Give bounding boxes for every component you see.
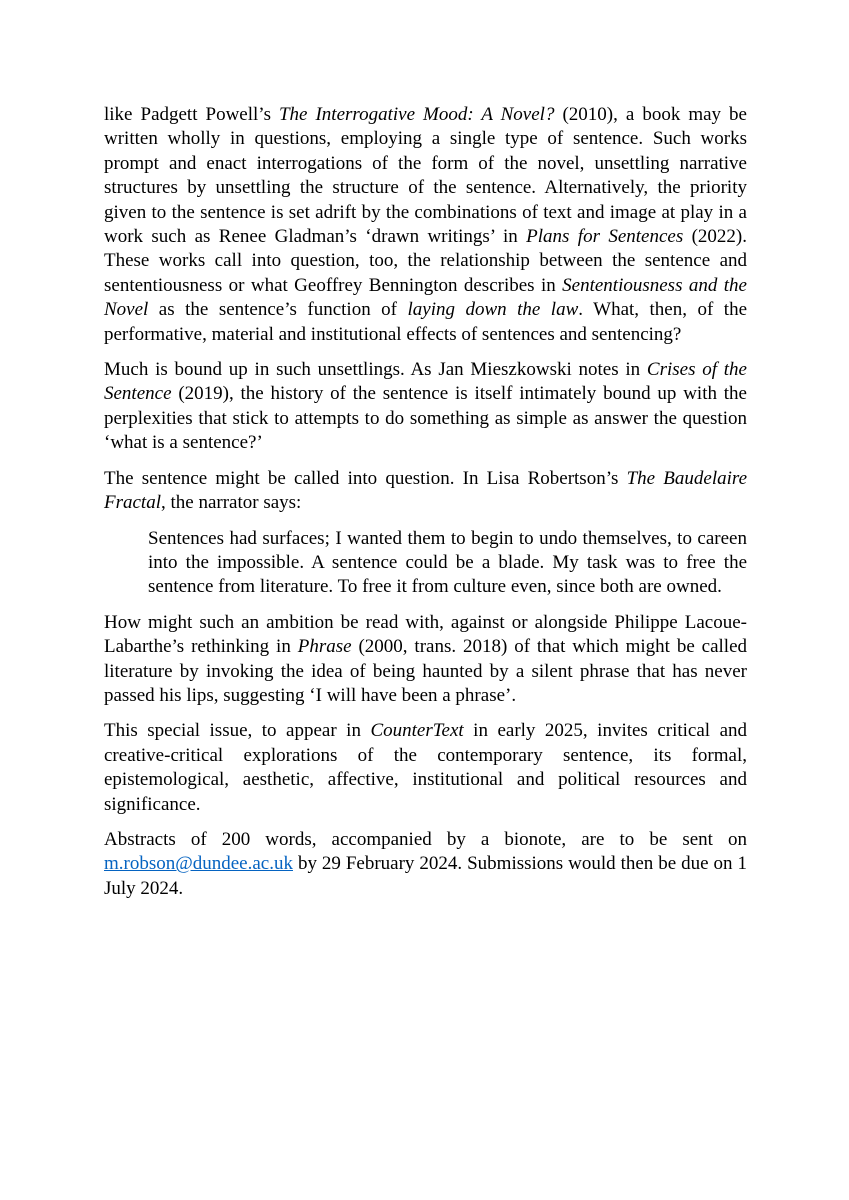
document-page [104,103,747,912]
paragraph [104,719,747,817]
text-run: Sentences had surfaces; I wanted them to begin to undo themselves, to careen into the impossible. A sentence could be a blade. My task was to free the sentence from literature. To free it from culture even, since both are owned. [148,527,747,598]
text-run: (2019), the history of the sentence is itself intimately bound up with the perplexities that stick to attempts to do something as simple as answer the question ‘what is a sentence?’ [104,383,747,454]
paragraph [104,467,747,516]
text-run: by 29 February 2024. Submissions would then be due on 1 July 2024. [104,853,747,899]
italic-title: Plans for Sentences [526,226,684,248]
italic-title: The Baudelaire Fractal [104,467,747,514]
italic-title: laying down the law [407,299,579,321]
paragraph [104,103,747,347]
italic-title: Phrase [297,636,352,658]
italic-title: The Interrogative Mood: A Novel? [278,104,555,125]
text-run: in early 2025, invites critical and creative-critical explorations of the contemporary sentence, its formal, epistemological, aesthetic, affective, institutional and political resources and significance. [104,720,747,815]
text-run: The sentence might be called into question. In Lisa Robertson’s [104,467,627,489]
text-run: as the sentence’s function of [148,299,408,321]
text-run: like Padgett Powell’s [104,104,279,125]
text-run: Abstracts of 200 words, accompanied by a bionote, are to be sent on [104,828,747,850]
text-run: (2000, trans. 2018) of that which might be called literature by invoking the idea of being haunted by a silent phrase that has never passed his lips, suggesting ‘I will have been a phrase’. [104,636,748,706]
text-run: (2022). These works call into question, too, the relationship between the sentence and sententiousness or what Geoffrey Bennington describes in [104,226,747,296]
text-run: . What, then, of the performative, material and institutional effects of sentences and sentencing? [104,299,747,345]
italic-title: CounterText [370,720,464,742]
paragraph [104,358,747,456]
email-link[interactable]: m.robson@dundee.ac.uk [104,853,293,875]
text-run: How might such an ambition be read with, against or alongside Philippe Lacoue-Labarthe’s rethinking in [104,611,747,658]
block-quote [148,527,747,600]
paragraph [104,611,747,709]
text-run: This special issue, to appear in [104,720,371,742]
italic-title: Crises of the Sentence [104,359,747,405]
text-run: , the narrator says: [161,492,302,514]
paragraph [104,828,747,901]
text-run: (2010), a book may be written wholly in questions, employing a single type of sentence. Such works prompt and enact interrogations of the form of the novel, unsettling narrative structures by unsettling the structure of the sentence. Alternatively, the priority given to the sentence is set adrift by the combinations of text and image at play in a work such as Renee Gladman’s ‘drawn writings’ in [104,104,747,248]
text-run: Much is bound up in such unsettlings. As Jan Mieszkowski notes in [104,359,647,381]
italic-title: Sententiousness and the Novel [104,274,747,321]
